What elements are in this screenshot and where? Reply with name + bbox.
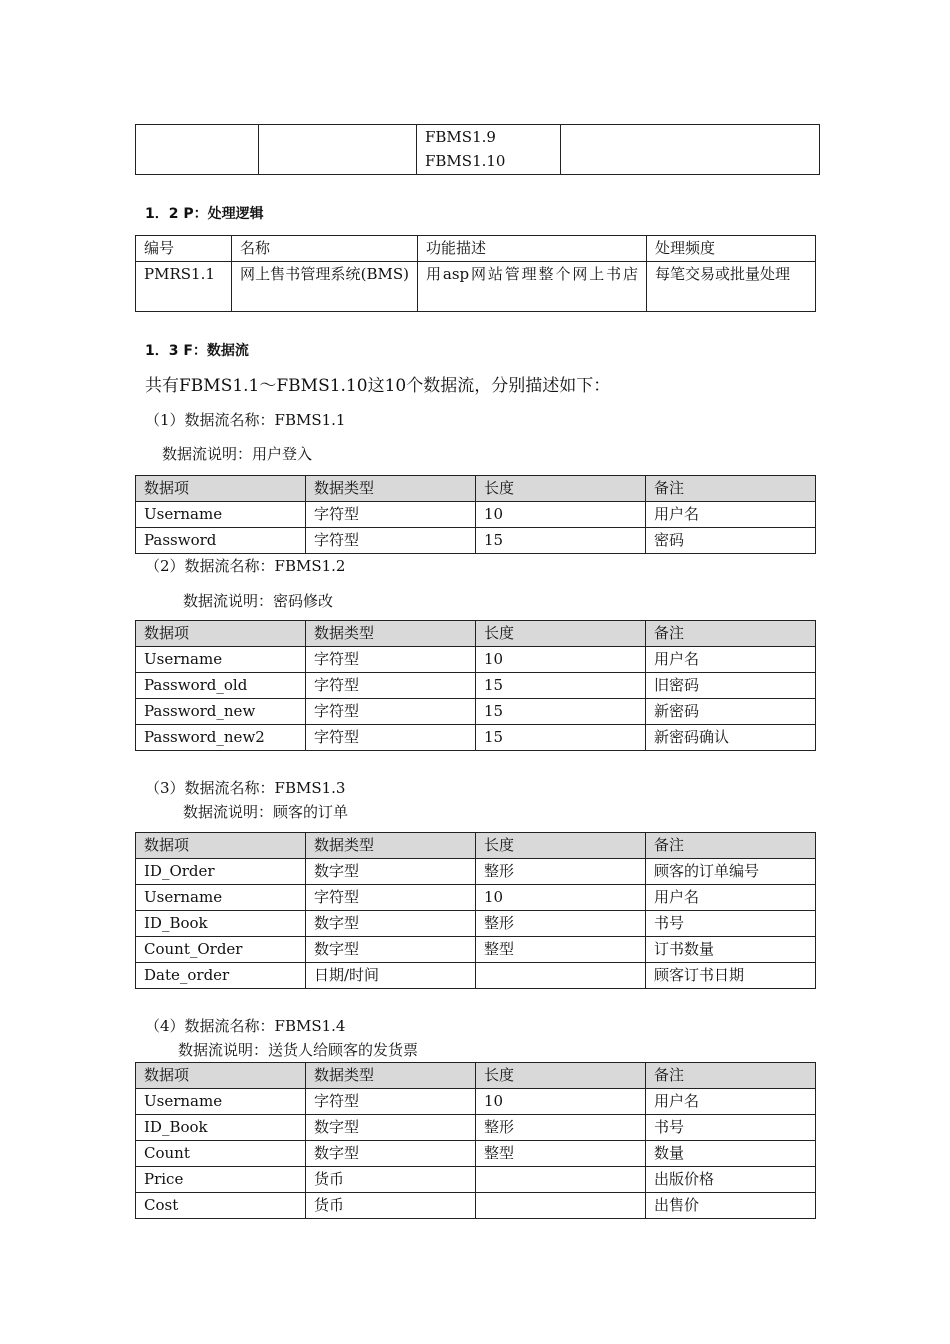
table-cell: ID_Book xyxy=(136,911,306,937)
table-cell: Username xyxy=(136,502,306,528)
table-cell xyxy=(259,125,417,175)
table-cell: Count_Order xyxy=(136,937,306,963)
table-cell: 10 xyxy=(476,885,646,911)
header-cell: 长度 xyxy=(476,476,646,502)
table-cell: 旧密码 xyxy=(646,673,816,699)
process-logic-table xyxy=(135,235,816,312)
table-cell: 15 xyxy=(476,725,646,751)
table-cell: 顾客的订单编号 xyxy=(646,859,816,885)
table-cell: 日期/时间 xyxy=(306,963,476,989)
table-row xyxy=(136,699,816,725)
table-cell: 整型 xyxy=(476,1141,646,1167)
table-cell: 订书数量 xyxy=(646,937,816,963)
table-row xyxy=(136,911,816,937)
table-cell: Cost xyxy=(136,1193,306,1219)
flow-description: 数据流说明：用户登入 xyxy=(162,445,313,463)
header-cell: 数据项 xyxy=(136,1063,306,1089)
table-cell: 10 xyxy=(476,502,646,528)
table-cell: 字符型 xyxy=(306,885,476,911)
header-cell: 编号 xyxy=(136,236,232,262)
header-cell: 长度 xyxy=(476,833,646,859)
flow-description: 数据流说明：密码修改 xyxy=(183,592,334,610)
table-cell: 字符型 xyxy=(306,673,476,699)
table-cell: Password_new xyxy=(136,699,306,725)
table-cell: ID_Book xyxy=(136,1115,306,1141)
table-cell: 15 xyxy=(476,528,646,554)
table-cell: 整形 xyxy=(476,859,646,885)
header-cell: 处理频度 xyxy=(647,236,816,262)
table-cell: 书号 xyxy=(646,911,816,937)
header-cell: 备注 xyxy=(646,1063,816,1089)
table-cell: 整形 xyxy=(476,1115,646,1141)
table-row xyxy=(136,1115,816,1141)
table-row xyxy=(136,1089,816,1115)
table-cell: Password xyxy=(136,528,306,554)
header-cell: 数据类型 xyxy=(306,621,476,647)
table-cell: 字符型 xyxy=(306,647,476,673)
table-cell: Username xyxy=(136,885,306,911)
header-cell: 长度 xyxy=(476,621,646,647)
table-cell: 整型 xyxy=(476,937,646,963)
table-row xyxy=(136,673,816,699)
table-cell: 货币 xyxy=(306,1193,476,1219)
table-cell: 书号 xyxy=(646,1115,816,1141)
table-cell: 字符型 xyxy=(306,502,476,528)
data-flow-table xyxy=(135,475,816,554)
table-cell: 用asp网站管理整个网上书店 xyxy=(418,262,647,312)
table-row xyxy=(136,528,816,554)
table-row xyxy=(136,1167,816,1193)
table-cell: 字符型 xyxy=(306,725,476,751)
table-cell: 数字型 xyxy=(306,911,476,937)
flow-id: FBMS1.10 xyxy=(425,152,506,170)
table-cell: 用户名 xyxy=(646,1089,816,1115)
header-cell: 数据类型 xyxy=(306,1063,476,1089)
section-intro: 共有FBMS1.1～FBMS1.10这10个数据流，分别描述如下： xyxy=(145,376,611,396)
header-cell: 名称 xyxy=(232,236,418,262)
table-cell: Count xyxy=(136,1141,306,1167)
table-cell: 出售价 xyxy=(646,1193,816,1219)
flow-description: 数据流说明：送货人给顾客的发货票 xyxy=(178,1041,419,1059)
flow-name: （3）数据流名称：FBMS1.3 xyxy=(145,779,346,797)
table-cell: 数字型 xyxy=(306,859,476,885)
table-cell: Password_new2 xyxy=(136,725,306,751)
table-cell: 字符型 xyxy=(306,699,476,725)
table-cell: PMRS1.1 xyxy=(136,262,232,312)
table-cell: 顾客订书日期 xyxy=(646,963,816,989)
table-cell: 网上售书管理系统(BMS) xyxy=(232,262,418,312)
header-cell: 数据项 xyxy=(136,476,306,502)
header-cell: 备注 xyxy=(646,621,816,647)
header-cell: 数据项 xyxy=(136,621,306,647)
table-row xyxy=(136,963,816,989)
table-cell: 每笔交易或批量处理 xyxy=(647,262,816,312)
table-row xyxy=(136,937,816,963)
flow-name: （1）数据流名称：FBMS1.1 xyxy=(145,411,346,429)
data-flow-table xyxy=(135,1062,816,1219)
table-cell: 用户名 xyxy=(646,647,816,673)
table-cell: 数字型 xyxy=(306,1115,476,1141)
table-cell: Username xyxy=(136,1089,306,1115)
table-cell: 15 xyxy=(476,673,646,699)
table-cell: 新密码确认 xyxy=(646,725,816,751)
table-cell: 数字型 xyxy=(306,1141,476,1167)
table-cell: 密码 xyxy=(646,528,816,554)
flow-description: 数据流说明：顾客的订单 xyxy=(183,803,349,821)
table-cell: Price xyxy=(136,1167,306,1193)
table-row xyxy=(136,502,816,528)
header-cell: 功能描述 xyxy=(418,236,647,262)
table-cell xyxy=(136,125,259,175)
header-cell: 长度 xyxy=(476,1063,646,1089)
table-cell: 新密码 xyxy=(646,699,816,725)
data-flow-table xyxy=(135,832,816,989)
table-row xyxy=(136,859,816,885)
table-row xyxy=(136,885,816,911)
data-flow-table xyxy=(135,620,816,751)
table-cell: 出版价格 xyxy=(646,1167,816,1193)
flow-id: FBMS1.9 xyxy=(425,128,496,146)
header-cell: 备注 xyxy=(646,833,816,859)
header-cell: 备注 xyxy=(646,476,816,502)
table-cell: Date_order xyxy=(136,963,306,989)
table-cell: 15 xyxy=(476,699,646,725)
table-cell: 10 xyxy=(476,647,646,673)
table-cell xyxy=(476,1193,646,1219)
table-cell: 货币 xyxy=(306,1167,476,1193)
flow-name: （4）数据流名称：FBMS1.4 xyxy=(145,1017,346,1035)
table-cell xyxy=(561,125,820,175)
table-cell: ID_Order xyxy=(136,859,306,885)
table-row xyxy=(136,1141,816,1167)
section-heading-1-3: 1．3 F：数据流 xyxy=(145,343,249,359)
table-cell: 字符型 xyxy=(306,528,476,554)
table-row xyxy=(136,647,816,673)
table-cell xyxy=(476,963,646,989)
continuation-table xyxy=(135,124,820,175)
table-cell: 10 xyxy=(476,1089,646,1115)
table-row xyxy=(136,1193,816,1219)
table-cell: 字符型 xyxy=(306,1089,476,1115)
table-cell: 用户名 xyxy=(646,885,816,911)
table-cell: 数量 xyxy=(646,1141,816,1167)
table-cell: Password_old xyxy=(136,673,306,699)
table-cell: 整形 xyxy=(476,911,646,937)
table-cell xyxy=(417,125,561,175)
section-heading-1-2: 1．2 P：处理逻辑 xyxy=(145,206,264,222)
header-cell: 数据类型 xyxy=(306,833,476,859)
table-row xyxy=(136,725,816,751)
table-cell: 数字型 xyxy=(306,937,476,963)
table-cell: Username xyxy=(136,647,306,673)
table-cell xyxy=(476,1167,646,1193)
flow-name: （2）数据流名称：FBMS1.2 xyxy=(145,557,346,575)
table-cell: 用户名 xyxy=(646,502,816,528)
header-cell: 数据项 xyxy=(136,833,306,859)
header-cell: 数据类型 xyxy=(306,476,476,502)
